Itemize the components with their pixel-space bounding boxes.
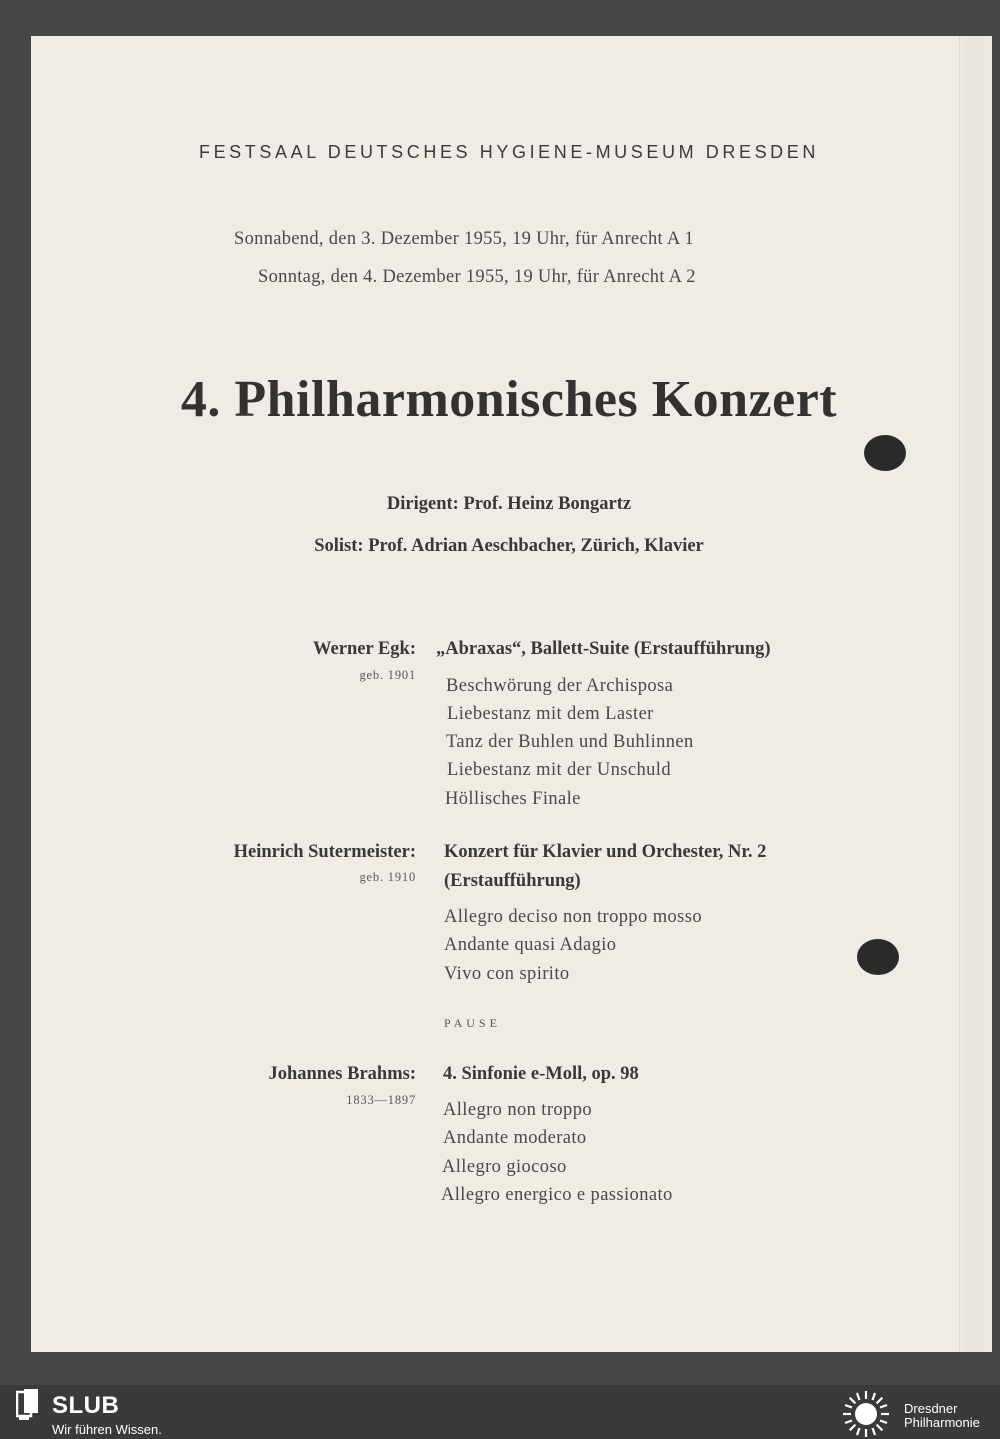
partner-name-line1: Dresdner xyxy=(904,1401,958,1416)
composer-years: 1833—1897 xyxy=(346,1093,416,1107)
composer-name: Werner Egk: xyxy=(313,639,416,659)
movement: Andante quasi Adagio xyxy=(444,935,617,955)
punch-hole xyxy=(864,435,906,471)
movement: Liebestanz mit dem Laster xyxy=(447,704,654,724)
conductor-credit: Dirigent: Prof. Heinz Bongartz xyxy=(386,494,632,514)
performance-date: Sonnabend, den 3. Dezember 1955, 19 Uhr, für Anrecht A 1 xyxy=(234,229,694,249)
movement: Höllisches Finale xyxy=(445,789,581,809)
movement: Tanz der Buhlen und Buhlinnen xyxy=(446,732,694,752)
punch-hole xyxy=(857,939,899,975)
composer-years: geb. 1910 xyxy=(359,870,416,884)
movement: Allegro deciso non troppo mosso xyxy=(444,907,703,927)
library-name[interactable]: SLUB xyxy=(52,1392,120,1419)
movement: Liebestanz mit der Unschuld xyxy=(447,760,672,780)
movement: Vivo con spirito xyxy=(444,964,570,984)
library-slogan: Wir führen Wissen. xyxy=(52,1422,162,1437)
movement: Allegro giocoso xyxy=(442,1157,567,1177)
partner-name-line2: Philharmonie xyxy=(904,1415,980,1430)
slub-logo-icon xyxy=(16,1388,40,1422)
philharmonie-logo-icon xyxy=(842,1390,890,1438)
soloist-credit: Solist: Prof. Adrian Aeschbacher, Zürich, Klavier xyxy=(314,536,704,556)
partner-name[interactable] xyxy=(904,1402,980,1430)
work-title: „Abraxas“, Ballett-Suite (Erstaufführung) xyxy=(436,639,771,659)
composer-name: Johannes Brahms: xyxy=(268,1064,416,1084)
movement: Beschwörung der Archisposa xyxy=(446,676,674,696)
work-title: 4. Sinfonie e-Moll, op. 98 xyxy=(443,1064,639,1084)
composer-name: Heinrich Sutermeister: xyxy=(233,842,416,862)
page-fold-edge xyxy=(959,36,992,1352)
work-title: Konzert für Klavier und Orchester, Nr. 2 xyxy=(444,842,767,862)
work-title-note: (Erstaufführung) xyxy=(444,871,581,891)
intermission-label: PAUSE xyxy=(444,1016,501,1030)
movement: Allegro non troppo xyxy=(443,1100,593,1120)
movement: Andante moderato xyxy=(443,1128,587,1148)
performance-date: Sonntag, den 4. Dezember 1955, 19 Uhr, für Anrecht A 2 xyxy=(258,267,696,287)
program-page xyxy=(31,36,991,1352)
composer-years: geb. 1901 xyxy=(359,668,416,682)
venue-heading: FESTSAAL DEUTSCHES HYGIENE-MUSEUM DRESDEN xyxy=(198,142,819,162)
concert-title: 4. Philharmonisches Konzert xyxy=(180,371,838,428)
movement: Allegro energico e passionato xyxy=(441,1185,673,1205)
